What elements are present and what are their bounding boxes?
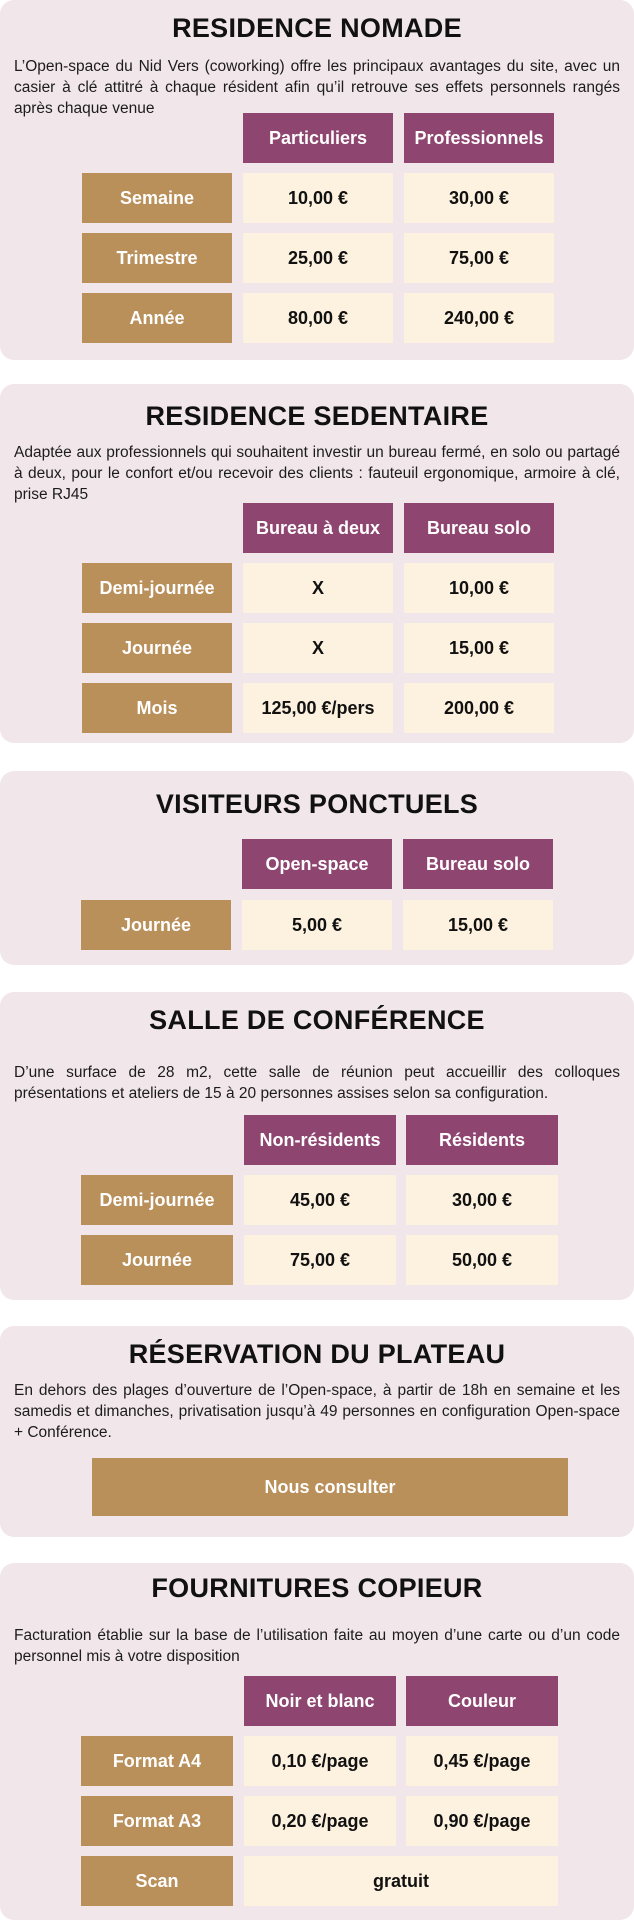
column-header-noir-et-blanc: Noir et blanc [244,1676,396,1726]
section-title: SALLE DE CONFÉRENCE [149,1005,485,1035]
row-label-format-a3: Format A3 [81,1796,233,1846]
section-description: Adaptée aux professionnels qui souhaitent investir un bureau fermé, en solo ou partagé à deux, pour le confort et/ou recevoir des clients : fauteuil ergonomique, armoire à clé, prise RJ45 [14,444,620,503]
section-description: Facturation établie sur la base de l’utilisation faite au moyen d’une carte ou d’un code personnel mis à votre disposition [14,1627,620,1665]
row-label-mois: Mois [82,683,232,733]
row-label-journee: Journée [81,1235,233,1285]
price-cell-scan: gratuit [244,1856,558,1906]
section-description: D’une surface de 28 m2, cette salle de réunion peut accueillir des colloques présentations et ateliers de 15 à 20 personnes assises selon sa configuration. [14,1064,620,1102]
row-label-format-a4: Format A4 [81,1736,233,1786]
column-header-couleur: Couleur [406,1676,558,1726]
price-cell: 30,00 € [404,173,554,223]
section-fournitures-copieur [0,1563,634,1920]
column-header-bureau-solo: Bureau solo [404,503,554,553]
column-header-residents: Résidents [406,1115,558,1165]
price-cell: 25,00 € [243,233,393,283]
row-label-trimestre: Trimestre [82,233,232,283]
price-cell: X [243,623,393,673]
section-title: RESIDENCE NOMADE [172,13,462,43]
price-cell: 15,00 € [404,623,554,673]
price-cell: 5,00 € [242,900,392,950]
column-header-professionnels: Professionnels [404,113,554,163]
row-label-semaine: Semaine [82,173,232,223]
row-label-journee: Journée [81,900,231,950]
section-title: RESIDENCE SEDENTAIRE [145,401,489,431]
section-title: FOURNITURES COPIEUR [151,1573,483,1603]
row-label-annee: Année [82,293,232,343]
price-cell: 75,00 € [404,233,554,283]
price-cell: 200,00 € [404,683,554,733]
price-cell: 10,00 € [243,173,393,223]
nous-consulter-button[interactable]: Nous consulter [92,1458,568,1516]
price-cell: 125,00 €/pers [243,683,393,733]
row-label-journee: Journée [82,623,232,673]
price-cell: 0,90 €/page [406,1796,558,1846]
column-header-particuliers: Particuliers [243,113,393,163]
price-cell: X [243,563,393,613]
column-header-open-space: Open-space [242,839,392,889]
column-header-bureau-a-deux: Bureau à deux [243,503,393,553]
section-description: En dehors des plages d’ouverture de l’Open-space, à partir de 18h en semaine et les samedis et dimanches, privatisation jusqu’à 49 personnes en configuration Open-space + Conférence. [14,1382,620,1441]
section-visiteurs-ponctuels [0,771,634,965]
column-header-non-residents: Non-résidents [244,1115,396,1165]
price-cell: 0,45 €/page [406,1736,558,1786]
section-residence-sedentaire [0,384,634,743]
price-cell: 0,20 €/page [244,1796,396,1846]
price-cell: 80,00 € [243,293,393,343]
price-cell: 0,10 €/page [244,1736,396,1786]
row-label-demi-journee: Demi-journée [81,1175,233,1225]
price-cell: 30,00 € [406,1175,558,1225]
section-reservation-du-plateau [0,1326,634,1537]
section-title: VISITEURS PONCTUELS [155,789,479,819]
price-cell: 10,00 € [404,563,554,613]
row-label-demi-journee: Demi-journée [82,563,232,613]
price-cell: 50,00 € [406,1235,558,1285]
section-salle-de-conference [0,992,634,1300]
row-label-scan: Scan [81,1856,233,1906]
price-cell: 75,00 € [244,1235,396,1285]
price-cell: 15,00 € [403,900,553,950]
section-description: L’Open-space du Nid Vers (coworking) offre les principaux avantages du site, avec un casier à clé attitré à chaque résident afin qu’il retrouve ses effets personnels rangés après chaque venue [14,58,620,117]
price-cell: 240,00 € [404,293,554,343]
column-header-bureau-solo: Bureau solo [403,839,553,889]
section-title: RÉSERVATION DU PLATEAU [128,1339,506,1369]
section-residence-nomade [0,0,634,360]
price-cell: 45,00 € [244,1175,396,1225]
